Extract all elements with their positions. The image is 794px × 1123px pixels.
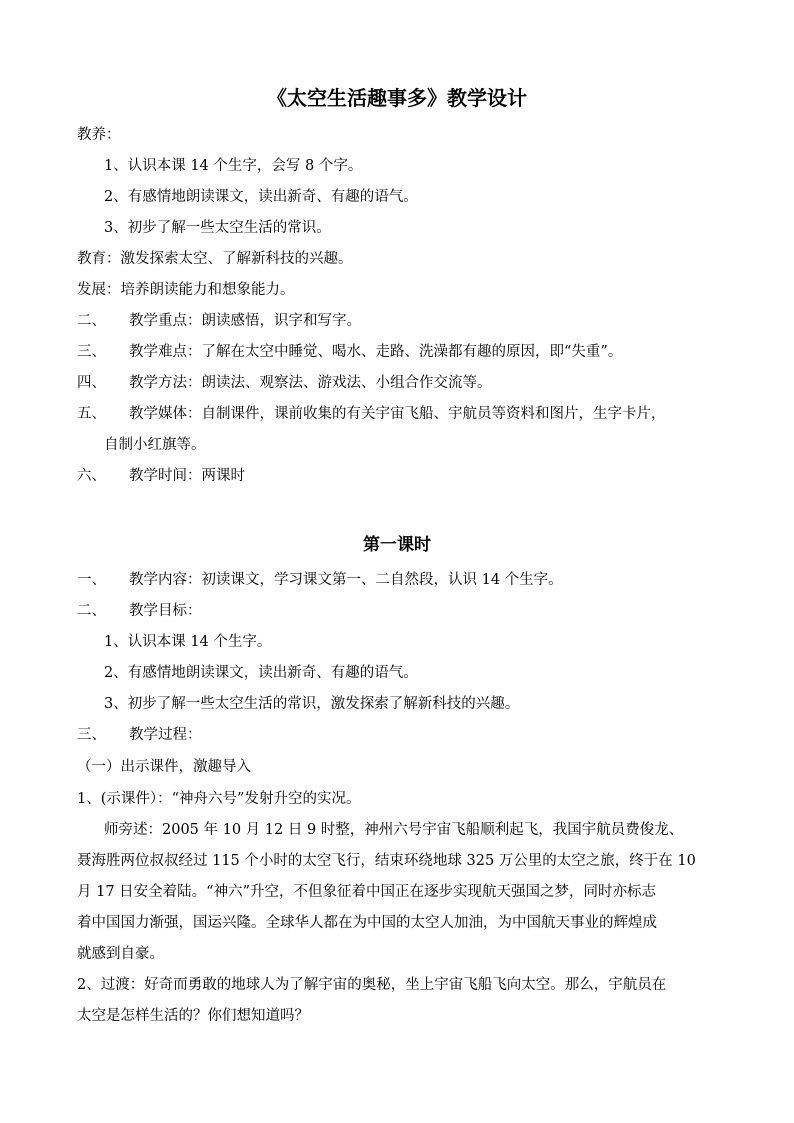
section-number: 二、: [77, 603, 106, 619]
transition-line-1: 2、过渡：好奇而勇敢的地球人为了解宇宙的奥秘，坐上宇宙飞船飞向太空。那么，宇航员在: [77, 977, 667, 993]
section-number: 三、: [77, 727, 106, 743]
education-goal: 教育：激发探索太空、了解新科技的兴趣。: [77, 251, 353, 267]
section-number: 四、: [77, 375, 106, 391]
lesson-heading: 第一课时: [363, 535, 431, 555]
section-text: 教学目标：: [129, 603, 202, 619]
narration-line-4: 着中国国力渐强，国运兴隆。全球华人都在为中国的太空人加油，为中国航天事业的辉煌成: [77, 915, 657, 931]
section-text: 教学媒体：自制课件，课前收集的有关宇宙飞船、宇航员等资料和图片，生字卡片，: [129, 406, 666, 422]
section-methods: [77, 372, 492, 394]
narration-line-2: 聂海胜两位叔叔经过 115 个小时的太空飞行，结束环绕地球 325 万公里的太空之旅，终于在 10: [77, 853, 696, 869]
narration-line-3: 月 17 日安全着陆。“神六”升空，不但象征着中国正在逐步实现航天强国之梦，同时亦标志: [77, 884, 656, 900]
section-number: 六、: [77, 468, 106, 484]
lesson-content: [77, 569, 563, 591]
section-number: 三、: [77, 344, 106, 360]
section-number: 一、: [77, 572, 106, 588]
goal-item-3: 3、初步了解一些太空生活的常识。: [104, 220, 331, 236]
goal-item-2: 2、有感情地朗读课文，读出新奇、有趣的语气。: [104, 189, 418, 205]
section-difficulties: [77, 341, 622, 363]
section-text: 教学时间：两课时: [129, 468, 245, 484]
section-number: 五、: [77, 406, 106, 422]
section-text: 教学重点：朗读感悟，识字和写字。: [129, 313, 361, 329]
lesson-objectives-heading: [77, 600, 202, 622]
goal-item-1: 1、认识本课 14 个生字，会写 8 个字。: [104, 158, 363, 174]
narration-line-1: 师旁述：2005 年 10 月 12 日 9 时整，神州六号宇宙飞船顺利起飞，我国宇航员费俊龙、: [104, 822, 684, 838]
narration-line-5: 就感到自豪。: [77, 946, 164, 962]
objective-item-2: 2、有感情地朗读课文，读出新奇、有趣的语气。: [104, 665, 418, 681]
transition-line-2: 太空是怎样生活的？你们想知道吗？: [77, 1008, 309, 1024]
goals-heading: 教养：: [77, 127, 121, 143]
development-goal: 发展：培养朗读能力和想象能力。: [77, 282, 295, 298]
lesson-process-heading: [77, 724, 202, 746]
process-step-1: （一）出示课件，激趣导入: [77, 759, 251, 775]
section-media: [77, 403, 666, 425]
section-text: 教学难点：了解在太空中睡觉、喝水、走路、洗澡都有趣的原因，即“失重”。: [129, 344, 623, 360]
document-title: 《太空生活趣事多》教学设计: [267, 86, 527, 110]
section-time: [77, 465, 245, 487]
section-text: 教学内容：初读课文，学习课文第一、二自然段，认识 14 个生字。: [129, 572, 563, 588]
section-key-points: [77, 310, 361, 332]
objective-item-3: 3、初步了解一些太空生活的常识，激发探索了解新科技的兴趣。: [104, 696, 520, 712]
section-media-continued: 自制小红旗等。: [104, 437, 206, 453]
process-step-1-item-1: 1、(示课件）：“神舟六号”发射升空的实况。: [77, 791, 361, 807]
objective-item-1: 1、认识本课 14 个生字。: [104, 634, 272, 650]
section-text: 教学方法：朗读法、观察法、游戏法、小组合作交流等。: [129, 375, 492, 391]
section-text: 教学过程：: [129, 727, 202, 743]
section-number: 二、: [77, 313, 106, 329]
